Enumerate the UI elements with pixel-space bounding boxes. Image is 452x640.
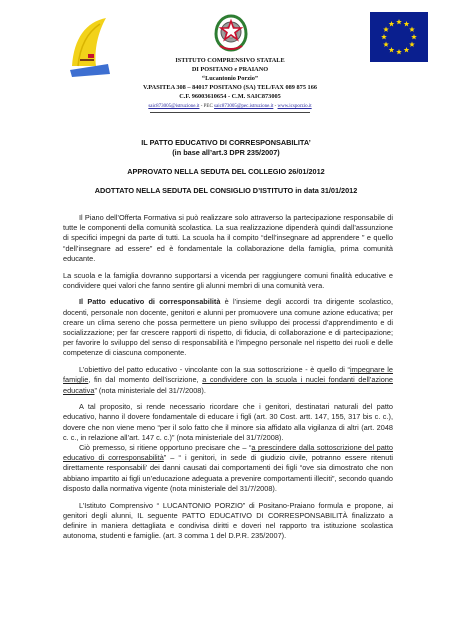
approval-line: APPROVATO NELLA SEDUTA DEL COLLEGIO 26/01/2012	[127, 167, 325, 176]
eu-star-icon	[396, 19, 402, 24]
eu-star-icon	[389, 21, 395, 26]
eu-stars-icon	[370, 12, 428, 62]
objective-text-b: , fin dal momento dell’iscrizione,	[88, 375, 203, 385]
paragraph-patto-definition	[63, 297, 393, 358]
objective-text-a: L’obiettivo del patto educativo - vincolante con la sua sottoscrizione - è quello di “	[79, 365, 350, 375]
objective-underline-2: a condividere con la scuola i nuclei fondanti dell’azione educativa	[63, 375, 393, 395]
paragraph-objective	[63, 365, 393, 396]
school-contacts	[100, 104, 360, 109]
school-dedication: “Lucantonio Porzio”	[201, 75, 259, 82]
email-link[interactable]: saic873005@istruzione.it	[148, 104, 200, 109]
eu-star-icon	[409, 42, 415, 47]
contact-separator-2: -	[274, 104, 278, 109]
school-header	[100, 56, 360, 101]
paragraph-institute-proposal: L’Istituto Comprensivo “ LUCANTONIO PORZIO” di Positano-Praiano formula e propone, ai genitori degli alunni, IL seguente PATTO EDUCATIVO DI CORRESPONSABILITÀ finalizzato a definire in maniera dettagliata e condivisa diritti e doveri nel rapporto tra istituzione scolastica autonoma, studenti e famiglie. (art. 3 comma 1 del D.P.R. 235/2007).	[63, 500, 393, 541]
eu-star-icon	[381, 34, 387, 39]
school-location: DI POSITANO e PRAIANO	[191, 66, 269, 73]
paragraph-responsibility	[63, 443, 393, 494]
document-subtitle: (in base all’art.3 DPR 235/2007)	[172, 148, 280, 157]
responsibility-text-a: Ciò premesso, si ritiene opportuno precisare che – “	[79, 443, 252, 453]
responsibility-underline: a prescindere dalla sottoscrizione del patto educativo di corresponsabilità	[63, 443, 393, 463]
website-link[interactable]: www.icsporzio.it	[277, 104, 312, 109]
document-body	[63, 213, 393, 548]
republic-emblem	[212, 12, 250, 52]
eu-star-icon	[383, 27, 389, 32]
eu-star-icon	[396, 49, 402, 54]
adoption-line: ADOTTATO NELLA SEDUTA DEL CONSIGLIO D’ISTITUTO in data 31/01/2012	[94, 186, 358, 195]
school-name: ISTITUTO COMPRENSIVO STATALE	[175, 57, 285, 64]
responsibility-text-b: ” – “ i genitori, in sede di giudizio civile, potranno essere ritenuti direttamente responsabili’ dei danni causati dai comportamenti dei figli “ove sia dimostrato che non abbiano impartito ai figli un’educazione adeguata a prevenire comportamenti illeciti”, secondo quando disposto dalla normativa vigente (nota ministeriale del 31/7/2008).	[63, 453, 393, 493]
patto-bold-term: Il Patto educativo di corresponsabilità	[79, 297, 221, 307]
paragraph-school-family: La scuola e la famiglia dovranno supportarsi a vicenda per raggiungere comuni finalità educative e condividere quei valori che fanno sentire gli alunni membri di una comunità vera.	[63, 270, 393, 290]
school-codes: C.F. 96003610654 - C.M. SAIC873005	[179, 93, 281, 100]
school-address: V.PASITEA 308 – 84017 POSITANO (SA) TEL/FAX 089 875 166	[142, 84, 317, 91]
paragraph-pof: Il Piano dell’Offerta Formativa si può realizzare solo attraverso la partecipazione responsabile di tutte le componenti della comunità scolastica. La sua realizzazione dipenderà quindi dall’assunzione di specifici impegni da parte di tutti. La scuola ha il compito “dell’insegnare ad apprendere ” e quello “dell’insegnare ad essere” ed è fondamentale la collaborazione della famiglia, prima comunità educante.	[63, 213, 393, 263]
header-divider	[150, 112, 310, 113]
pec-label: PEC	[203, 104, 213, 109]
eu-star-icon	[404, 47, 410, 52]
contact-separator: -	[200, 104, 204, 109]
eu-star-icon	[404, 21, 410, 26]
paragraph-parents-duty: A tal proposito, si rende necessario ricordare che i genitori, destinatari naturali del patto educativo, hanno il dovere fondamentale di educare i figli (art. 30 Cost. artt. 147, 155, 317 bis c. c.), dovere che non viene meno “per il solo fatto che il minore sia affidato alla vigilanza di altri (art. 2048 c. c., in relazione all’art. 147 c. c.)” (nota ministeriale del 31/7/2008).	[63, 402, 393, 442]
eu-star-icon	[411, 34, 417, 39]
objective-text-c: ” (nota ministeriale del 31/7/2008).	[94, 385, 206, 395]
eu-star-icon	[409, 27, 415, 32]
objective-underline-1: impegnare le famiglie	[63, 365, 393, 385]
eu-star-icon	[383, 42, 389, 47]
pec-link[interactable]: saic873005@pec.istruzione.it	[214, 104, 274, 109]
document-title: IL PATTO EDUCATIVO DI CORRESPONSABILITA’	[141, 138, 311, 147]
patto-definition-text: è l’insieme degli accordi tra dirigente scolastico, docenti, personale non docente, genitori e alunni per promuovere una comune azione educativa; per creare un clima sereno che possa permettere un pieno sviluppo dei processi d’apprendimento e di socializzazione; per far crescere rapporti di rispetto, di fiducia, di collaborazione e di partecipazione; per favorire lo sviluppo del senso di responsabilità e l’impegno personale nel rispetto dei ruoli e delle competenze di ciascuna componente.	[63, 297, 393, 358]
eu-star-icon	[389, 47, 395, 52]
eu-flag	[370, 12, 428, 62]
